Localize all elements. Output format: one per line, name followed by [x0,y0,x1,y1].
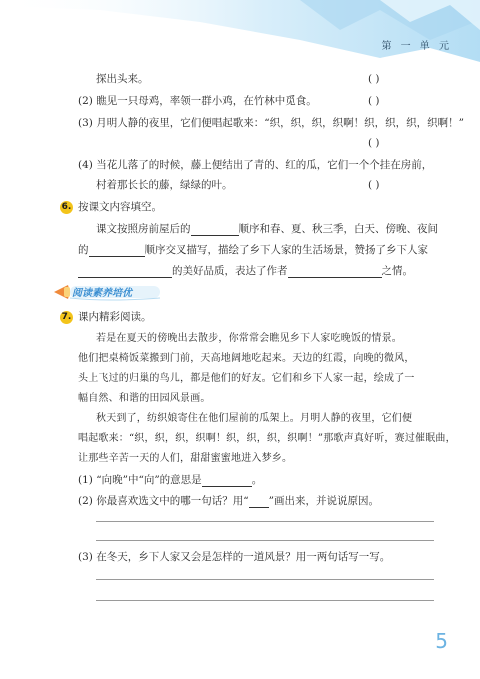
q7-sub2 [78,494,379,508]
q7-sub1-end: 。 [251,474,263,486]
q5-item-2: (2) 瞧见一只母鸡，率领一群小鸡，在竹林中觅食。 [78,95,317,107]
q5-item-1-tail: 探出头来。 [96,73,149,85]
header-wave-decoration [0,0,480,72]
q5-answer-paren-2[interactable]: ( ) [368,95,380,107]
q7-sub3-answer-line-1[interactable] [96,579,434,580]
q5-item-3: (3) 月明人静的夜里，它们便唱起歌来：“织，织，织，织啊！织，织，织，织啊！” [78,117,464,129]
q7-sub1 [78,473,262,487]
q6-text-3b: 之情。 [381,265,413,277]
q6-blank-2[interactable] [89,245,145,257]
q6-blank-4[interactable] [288,266,382,278]
question-6-number: 6. [61,202,72,212]
question-6-title: 按课文内容填空。 [78,201,162,213]
q6-blank-3[interactable] [78,266,172,278]
q7-sub2-answer-line-1[interactable] [96,521,434,522]
q6-line-1 [96,222,438,236]
passage-p1-line4: 幅自然、和谐的田园风景画。 [78,393,211,404]
banner-title: 阅读素养培优 [72,288,132,299]
q5-item-4-line2: 村着那长长的藤，绿绿的叶。 [96,179,233,191]
q7-sub2-text-a: (2) 你最喜欢选文中的哪一句话？用“ [78,495,249,507]
passage-p1-line3: 头上飞过的归巢的鸟儿，都是他们的好友。它们和乡下人家一起，绘成了一 [78,373,415,384]
q6-text-2b: 顺序交叉描写，描绘了乡下人家的生活场景，赞扬了乡下人家 [144,244,428,256]
q7-sub2-underline-sample [249,496,269,508]
q7-sub1-text: (1) “向晚”中“向”的意思是 [78,474,202,486]
q7-sub3-answer-line-2[interactable] [96,600,434,601]
q6-text-3a: 的美好品质，表达了作者 [172,265,288,277]
question-7-number: 7. [61,312,72,322]
q5-answer-paren-4[interactable]: ( ) [368,179,380,191]
q6-line-2 [78,243,428,257]
q6-text-2a: 的 [78,244,89,256]
q6-text-1b: 顺序和春、夏、秋三季，白天、傍晚、夜间 [238,223,438,235]
unit-label: 第 一 单 元 [381,41,452,52]
q5-answer-paren-3[interactable]: ( ) [368,137,380,149]
passage-p1-line2: 他们把桌椅饭菜搬到门前，天高地阔地吃起来。天边的红霞，向晚的微风， [78,353,415,364]
page-number: 5 [435,629,448,653]
q7-sub3: (3) 在冬天，乡下人家又会是怎样的一道风景？用一两句话写一写。 [78,551,391,563]
page-header [0,0,480,72]
passage-p1-line1: 若是在夏天的傍晚出去散步，你常常会瞧见乡下人家吃晚饭的情景。 [96,333,402,344]
passage-p2-line1: 秋天到了，纺织娘寄住在他们屋前的瓜架上。月明人静的夜里，它们便 [96,413,413,424]
passage-p2-line2: 唱起歌来：“织，织，织，织啊！织，织，织，织啊！”那歌声真好听，赛过催眠曲， [78,433,456,444]
q5-answer-paren-1[interactable]: ( ) [368,73,380,85]
q7-sub1-blank[interactable] [202,475,252,487]
q6-line-3 [78,264,413,278]
q6-text-1a: 课文按照房前屋后的 [96,223,191,235]
q6-blank-1[interactable] [191,224,239,236]
question-7-title: 课内精彩阅读。 [78,311,152,323]
passage-p2-line3: 让那些辛苦一天的人们，甜甜蜜蜜地进入梦乡。 [78,453,293,464]
q5-item-4-line1: (4) 当花儿落了的时候，藤上便结出了青的、红的瓜，它们一个个挂在房前， [78,159,433,171]
q7-sub2-text-b: ”画出来，并说说原因。 [268,495,379,507]
q7-sub2-answer-line-2[interactable] [96,540,434,541]
